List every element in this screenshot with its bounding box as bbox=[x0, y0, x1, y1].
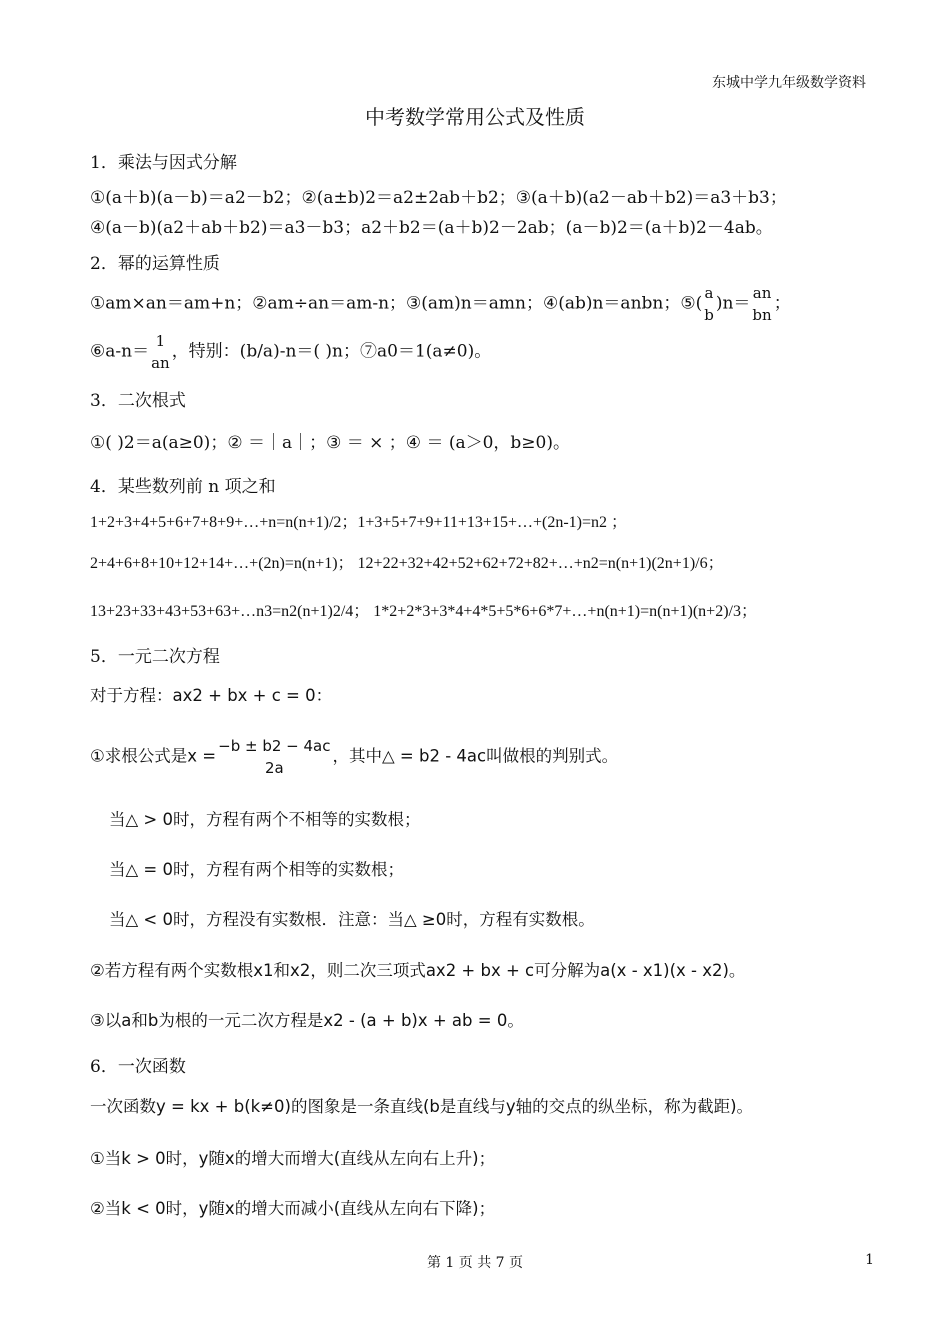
power-rules-mid: )n＝ bbox=[715, 293, 751, 314]
roots-equation-rule: ③以a和b为根的一元二次方程是x2 - (a + b)x + ab = 0。 bbox=[90, 1011, 524, 1030]
page-number: 1 bbox=[865, 1252, 874, 1268]
section-1-line-1: ①(a＋b)(a－b)＝a2－b2；②(a±b)2＝a2±2ab＋b2；③(a＋b)(a2－ab＋b2)＝a3＋b3； bbox=[90, 188, 787, 208]
fraction-a-over-b bbox=[704, 282, 714, 326]
linear-function-increasing: ①当k > 0时，y随x的增大而增大(直线从左向右上升)； bbox=[90, 1149, 496, 1168]
page-footer: 第 1 页 共 7 页 bbox=[426, 1255, 524, 1271]
section-1-line-2: ④(a－b)(a2＋ab＋b2)＝a3－b3；a2＋b2＝(a＋b)2－2ab；(a－b)2＝(a＋b)2－4ab。 bbox=[90, 218, 773, 238]
fraction-1-over-an bbox=[151, 330, 170, 374]
fraction-numerator: 1 bbox=[155, 332, 166, 350]
section-4-line-1: 1+2+3+4+5+6+7+8+9+…+n=n(n+1)/2；1+3+5+7+9+11+13+15+…+(2n-1)=n2 ； bbox=[90, 514, 628, 531]
quadratic-formula bbox=[90, 735, 618, 779]
quadratic-formula-fraction bbox=[218, 735, 330, 779]
fraction-denominator: b bbox=[704, 306, 714, 324]
section-3-line-1: ①( )2＝a(a≥0)；② ＝｜a｜；③ ＝ × ；④ ＝ (a＞0，b≥0)。 bbox=[90, 433, 571, 453]
negative-exponent-start: ⑥a-n＝ bbox=[90, 341, 150, 362]
section-4-line-3: 13+23+33+43+53+63+…n3=n2(n+1)2/4； 1*2+2*3+3*4+4*5+5*6+6*7+…+n(n+1)=n(n+1)(n+2)/3； bbox=[90, 603, 757, 620]
quadratic-formula-end: ，其中△ = b2 - 4ac叫做根的判别式。 bbox=[332, 746, 619, 766]
fraction-numerator: a bbox=[704, 284, 714, 302]
negative-exponent-end: ，特别：(b/a)-n＝( )n；⑦a0＝1(a≠0)。 bbox=[171, 341, 492, 362]
factorization-rule: ②若方程有两个实数根x1和x2，则二次三项式ax2 + bx + c可分解为a(x - x1)(x - x2)。 bbox=[90, 961, 746, 980]
page-header: 东城中学九年级数学资料 bbox=[712, 75, 866, 91]
section-5-heading: 5．一元二次方程 bbox=[90, 647, 220, 667]
discriminant-zero: 当△ = 0时，方程有两个相等的实数根； bbox=[109, 860, 405, 879]
discriminant-positive: 当△ > 0时，方程有两个不相等的实数根； bbox=[109, 810, 421, 829]
fraction-denominator: an bbox=[151, 354, 170, 372]
quadratic-formula-start: ①求根公式是x = bbox=[90, 746, 217, 766]
fraction-denominator: 2a bbox=[264, 759, 284, 777]
section-4-heading: 4．某些数列前 n 项之和 bbox=[90, 477, 276, 497]
section-2-heading: 2．幂的运算性质 bbox=[90, 254, 220, 274]
linear-function-decreasing: ②当k < 0时，y随x的增大而减小(直线从左向右下降)； bbox=[90, 1199, 496, 1218]
fraction-numerator: an bbox=[752, 284, 772, 302]
section-6-heading: 6．一次函数 bbox=[90, 1057, 186, 1077]
fraction-numerator: −b ± b2 − 4ac bbox=[218, 737, 331, 755]
section-4-line-2: 2+4+6+8+10+12+14+…+(2n)=n(n+1)； 12+22+32+42+52+62+72+82+…+n2=n(n+1)(2n+1)/6； bbox=[90, 555, 724, 572]
power-rules-end: ； bbox=[773, 293, 791, 314]
fraction-an-over-bn bbox=[752, 282, 771, 326]
power-rules-text: ①am×an＝am+n；②am÷an＝am-n；③(am)n＝amn；④(ab)n＝anbn；⑤( bbox=[90, 293, 703, 314]
document-title: 中考数学常用公式及性质 bbox=[365, 105, 585, 129]
linear-function-definition: 一次函数y = kx + b(k≠0)的图象是一条直线(b是直线与y轴的交点的纵坐标，称为截距)。 bbox=[90, 1097, 754, 1116]
fraction-denominator: bn bbox=[752, 306, 772, 324]
section-1-heading: 1．乘法与因式分解 bbox=[90, 153, 237, 173]
section-3-heading: 3．二次根式 bbox=[90, 391, 186, 411]
discriminant-negative: 当△ < 0时，方程没有实数根．注意：当△ ≥0时，方程有实数根。 bbox=[109, 910, 595, 929]
section-2-line-2 bbox=[90, 330, 491, 374]
section-2-line-1 bbox=[90, 282, 791, 326]
quadratic-equation: 对于方程：ax2 + bx + c = 0： bbox=[90, 686, 333, 705]
